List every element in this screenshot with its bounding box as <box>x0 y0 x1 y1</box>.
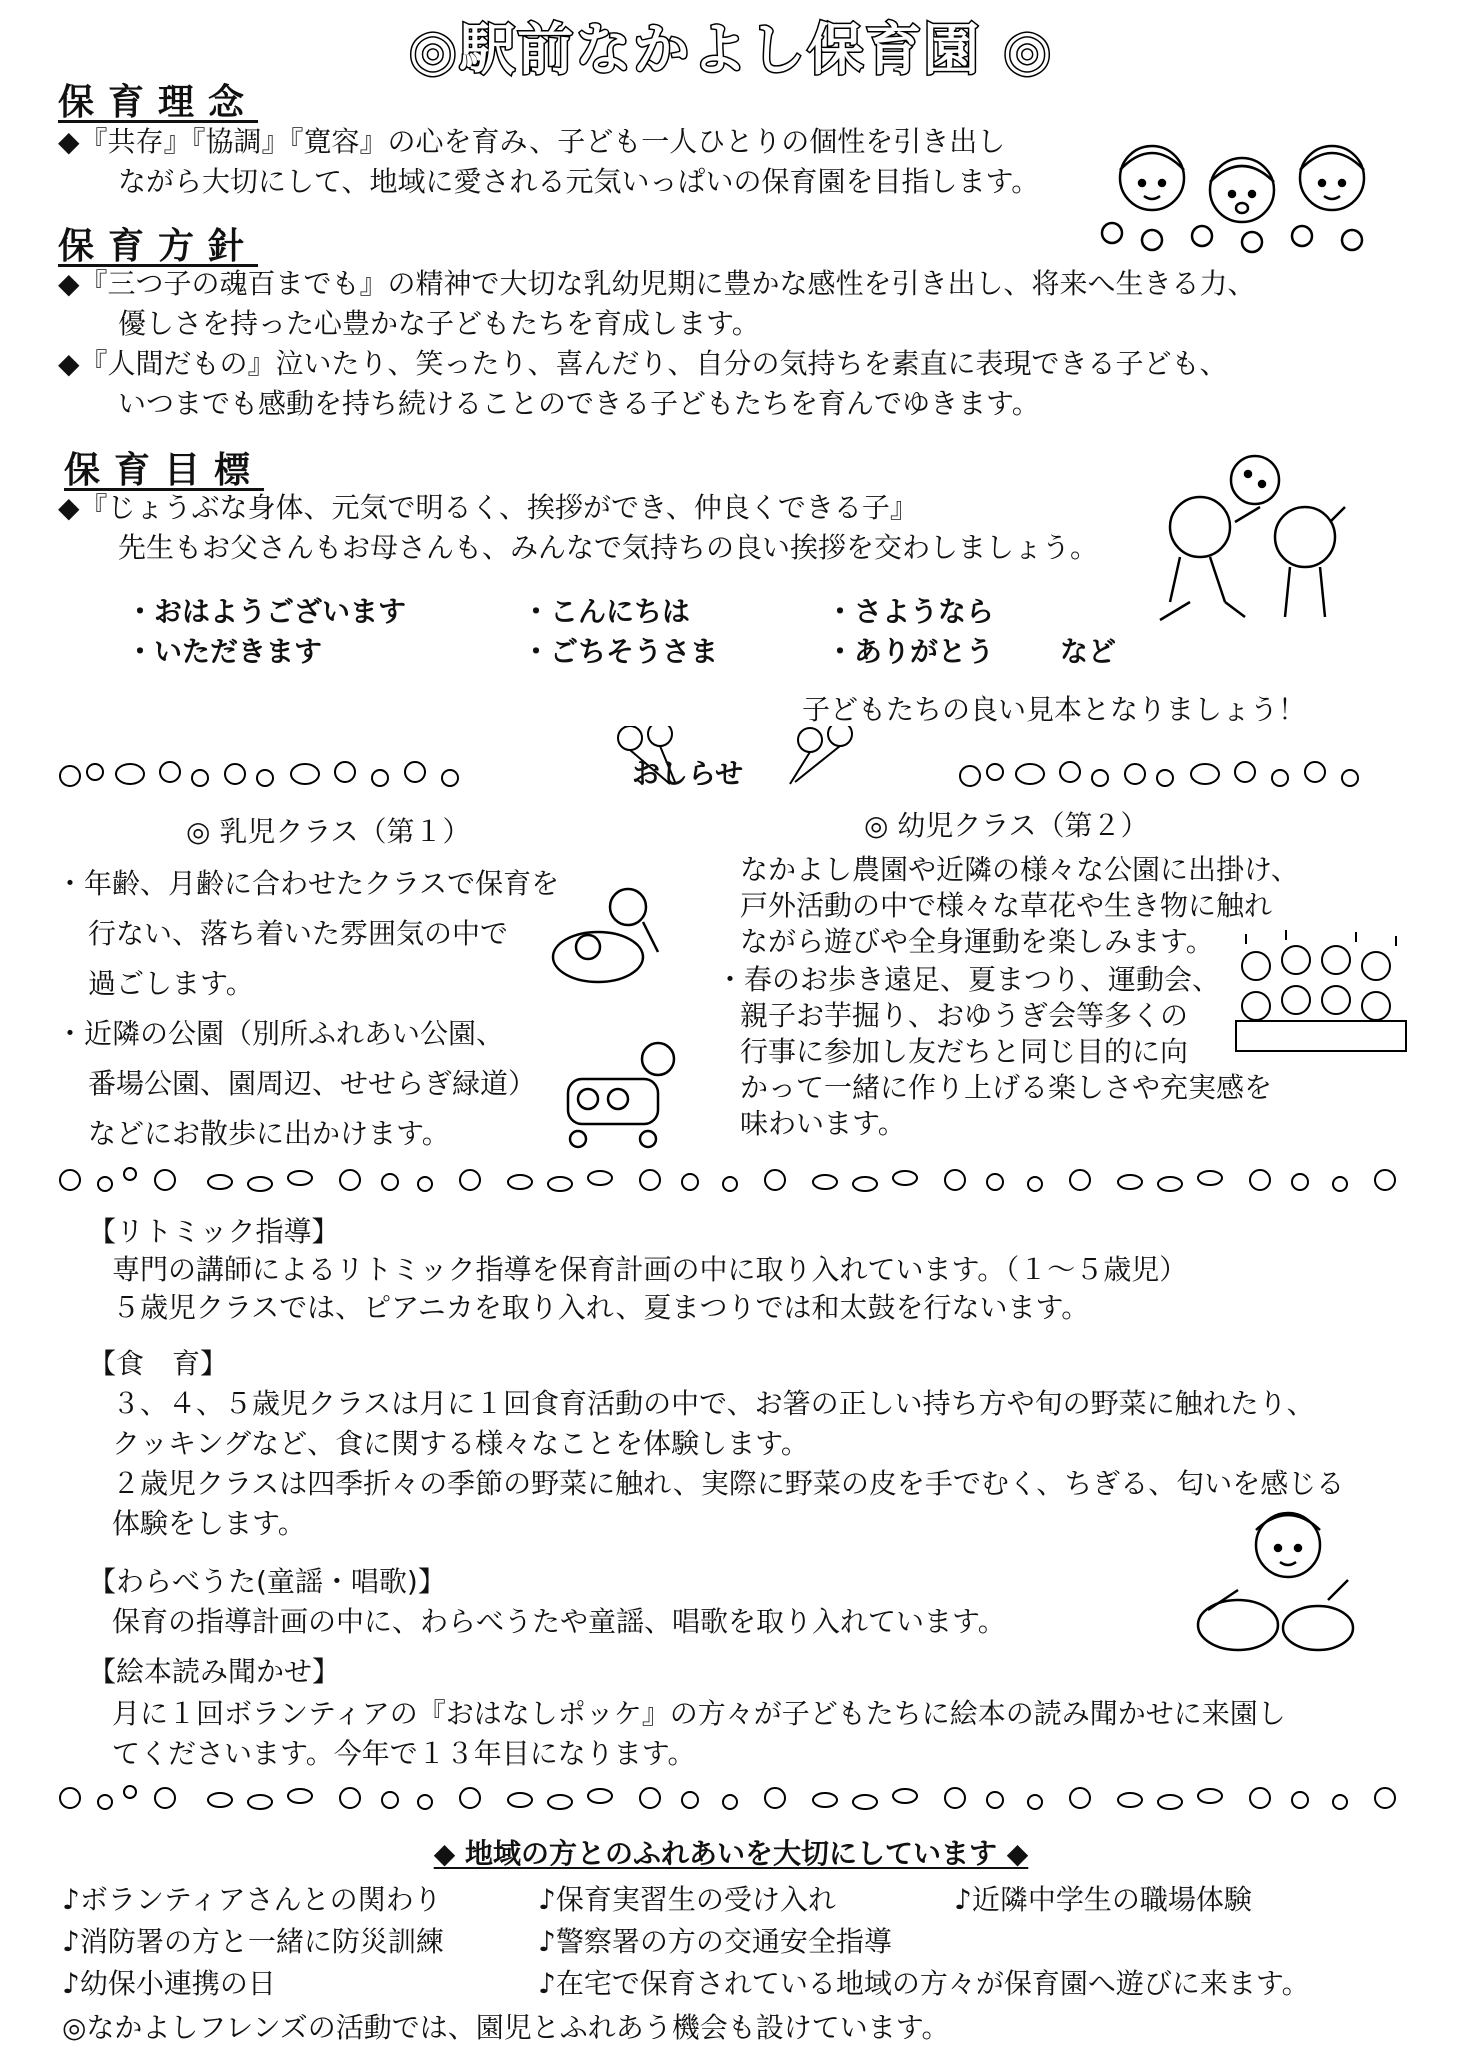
philosophy-heading: 保育理念 <box>58 82 259 123</box>
toddler-line: 味わいます。 <box>740 1107 906 1140</box>
infant-line: などにお散歩に出かけます。 <box>88 1117 450 1150</box>
flower-divider <box>50 1778 1412 1818</box>
toddler-line: ながら遊びや全身運動を楽しみます。 <box>740 925 1214 958</box>
community-item: ♪警察署の方の交通安全指導 <box>538 1925 892 1958</box>
flower-divider <box>50 1160 1412 1200</box>
infant-line: ・近隣の公園（別所ふれあい公園、 <box>56 1017 505 1050</box>
toddler-line: 親子お芋掘り、おゆうぎ会等多くの <box>740 999 1189 1032</box>
food-line-2: クッキングなど、食に関する様々なことを体験します。 <box>112 1427 809 1460</box>
page-title: ◎駅前なかよし保育園 ◎ <box>408 18 1054 83</box>
greeting-etc: など <box>1060 635 1117 668</box>
food-heading: 【食 育】 <box>88 1347 229 1380</box>
goals-heading: 保育目標 <box>64 450 265 491</box>
goals-line-1: ◆『じょうぶな身体、元気で明るく、挨拶ができ、仲良くできる子』 <box>58 491 918 524</box>
toddler-line: なかよし農園や近隣の様々な公園に出掛け、 <box>740 853 1299 886</box>
infant-line: 番場公園、園周辺、せせらぎ緑道） <box>88 1067 537 1100</box>
greeting-item: ・いただきます <box>126 635 323 668</box>
greeting-item: ・おはようございます <box>126 595 407 628</box>
rhythmic-heading: 【リトミック指導】 <box>88 1215 340 1248</box>
children-playing-ball-illustration <box>1150 452 1360 632</box>
infant-line: ・年齢、月齢に合わせたクラスで保育を <box>56 867 560 900</box>
food-line-1: ３、４、５歳児クラスは月に１回食育活動の中で、お箸の正しい持ち方や旬の野菜に触れたり、 <box>112 1387 1315 1420</box>
community-item: ♪在宅で保育されている地域の方々が保育園へ遊びに来ます。 <box>538 1967 1310 2000</box>
picturebook-line-2: てくださいます。今年で１３年目になります。 <box>112 1737 696 1770</box>
community-item: ♪幼保小連携の日 <box>62 1967 276 2000</box>
stroller-illustration <box>558 1034 688 1154</box>
policy-item-1-line-2: 優しさを持った心豊かな子どもたちを育成します。 <box>118 307 760 340</box>
policy-item-2-line-2: いつまでも感動を持ち続けることのできる子どもたちを育んでゆきます。 <box>118 387 1040 420</box>
toddler-line: かって一緒に作り上げる楽しさや充実感を <box>740 1071 1273 1104</box>
community-heading: ◆ 地域の方とのふれあいを大切にしています ◆ <box>433 1837 1029 1870</box>
toddler-line: 行事に参加し友だちと同じ目的に向 <box>740 1035 1189 1068</box>
community-item: ♪ボランティアさんとの関わり <box>62 1883 442 1916</box>
policy-item-1-line-1: ◆『三つ子の魂百までも』の精神で大切な乳幼児期に豊かな感性を引き出し、将来へ生きる力、 <box>58 267 1256 300</box>
infant-line: 行ない、落ち着いた雰囲気の中で <box>88 917 509 950</box>
food-line-3: ２歳児クラスは四季折々の季節の野菜に触れ、実際に野菜の皮を手でむく、ちぎる、匂いを感じる <box>112 1467 1345 1500</box>
songs-line-1: 保育の指導計画の中に、わらべうたや童謡、唱歌を取り入れています。 <box>112 1605 1006 1638</box>
picturebook-line-1: 月に１回ボランティアの『おはなしポッケ』の方々が子どもたちに絵本の読み聞かせに来園し <box>112 1697 1286 1730</box>
policy-item-2-line-1: ◆『人間だもの』泣いたり、笑ったり、喜んだり、自分の気持ちを素直に表現できる子ども、 <box>58 347 1228 380</box>
baby-bath-illustration <box>548 882 678 992</box>
goals-closing: 子どもたちの良い見本となりましょう！ <box>802 693 1307 726</box>
community-item: ♪消防署の方と一緒に防災訓練 <box>62 1925 444 1958</box>
goals-line-2: 先生もお父さんもお母さんも、みんなで気持ちの良い挨拶を交わしましょう。 <box>118 531 1099 564</box>
greeting-item: ・ごちそうさま <box>522 635 719 668</box>
community-item: ♪保育実習生の受け入れ <box>538 1883 836 1916</box>
philosophy-line-2: ながら大切にして、地域に愛される元気いっぱいの保育園を目指します。 <box>118 165 1040 198</box>
rhythmic-line-2: ５歳児クラスでは、ピアニカを取り入れ、夏まつりでは和太鼓を行ないます。 <box>112 1291 1090 1324</box>
community-footer: ◎なかよしフレンズの活動では、園児とふれあう機会も設けています。 <box>62 2011 950 2044</box>
policy-heading: 保育方針 <box>58 226 259 267</box>
songs-heading: 【わらべうた(童謡・唱歌)】 <box>88 1565 446 1598</box>
children-singing-illustration <box>1226 926 1416 1056</box>
notice-label: おしらせ <box>632 757 744 790</box>
greeting-item: ・さようなら <box>826 595 995 628</box>
community-item: ♪近隣中学生の職場体験 <box>954 1883 1252 1916</box>
child-vegetables-illustration <box>1178 1500 1368 1660</box>
infant-line: 過ごします。 <box>88 967 254 1000</box>
infant-class-heading: ◎ 乳児クラス（第１） <box>186 815 471 848</box>
children-flowers-illustration <box>1092 128 1392 258</box>
greeting-item: ・ありがとう <box>826 635 995 668</box>
toddler-line: 戸外活動の中で様々な草花や生き物に触れ <box>740 889 1273 922</box>
rhythmic-line-1: 専門の講師によるリトミック指導を保育計画の中に取り入れています。（１～５歳児） <box>112 1253 1188 1286</box>
toddler-class-heading: ◎ 幼児クラス（第２） <box>864 809 1149 842</box>
toddler-line: ・春のお歩き遠足、夏まつり、運動会、 <box>716 963 1221 996</box>
philosophy-line-1: ◆『共存』『協調』『寛容』の心を育み、子ども一人ひとりの個性を引き出し <box>58 125 1006 158</box>
picturebook-heading: 【絵本読み聞かせ】 <box>88 1655 341 1688</box>
greeting-item: ・こんにちは <box>522 595 691 628</box>
food-line-4: 体験をします。 <box>112 1507 306 1540</box>
